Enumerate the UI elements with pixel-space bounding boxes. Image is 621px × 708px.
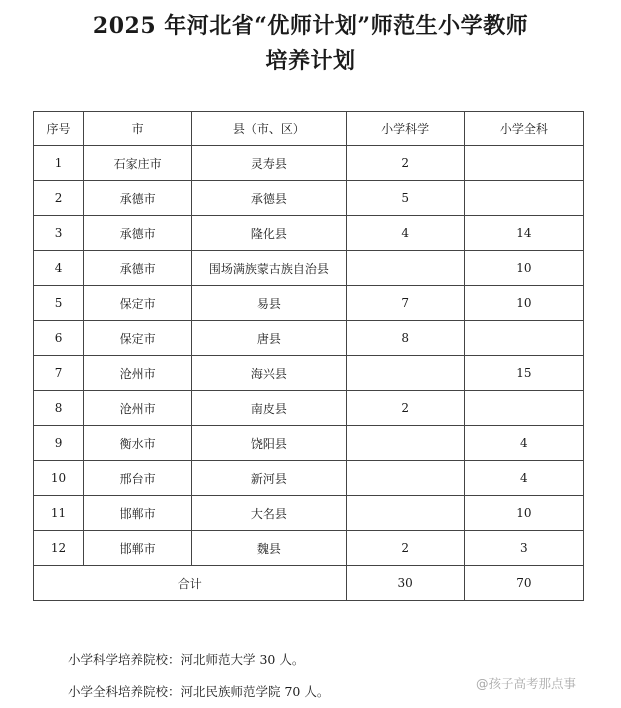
cell-county: 承德县 <box>192 181 346 216</box>
header-city: 市 <box>84 112 192 146</box>
header-science: 小学科学 <box>346 112 464 146</box>
cell-city: 承德市 <box>84 216 192 251</box>
cell-science <box>346 251 464 286</box>
note-general-school: 小学全科培养院校：河北民族师范学院 70 人。 <box>68 684 330 699</box>
cell-city: 沧州市 <box>84 391 192 426</box>
cell-science: 4 <box>346 216 464 251</box>
training-plan-table <box>33 111 584 601</box>
cell-general: 10 <box>464 286 583 321</box>
cell-general: 4 <box>464 461 583 496</box>
table-row <box>34 216 584 251</box>
cell-index: 4 <box>34 251 84 286</box>
cell-city: 保定市 <box>84 286 192 321</box>
cell-index: 10 <box>34 461 84 496</box>
cell-index: 11 <box>34 496 84 531</box>
cell-science <box>346 496 464 531</box>
table-row <box>34 531 584 566</box>
cell-index: 2 <box>34 181 84 216</box>
cell-city: 邯郸市 <box>84 496 192 531</box>
cell-county: 隆化县 <box>192 216 346 251</box>
header-general: 小学全科 <box>464 112 583 146</box>
table-row <box>34 146 584 181</box>
cell-index: 7 <box>34 356 84 391</box>
cell-city: 承德市 <box>84 251 192 286</box>
table-row <box>34 461 584 496</box>
cell-science <box>346 426 464 461</box>
cell-science: 2 <box>346 531 464 566</box>
cell-general: 15 <box>464 356 583 391</box>
table-row <box>34 181 584 216</box>
cell-city: 保定市 <box>84 321 192 356</box>
watermark: @孩子高考那点事 <box>476 676 577 691</box>
table-row <box>34 286 584 321</box>
cell-index: 12 <box>34 531 84 566</box>
cell-county: 海兴县 <box>192 356 346 391</box>
cell-county: 唐县 <box>192 321 346 356</box>
cell-general: 10 <box>464 496 583 531</box>
total-general: 70 <box>464 566 583 601</box>
cell-county: 饶阳县 <box>192 426 346 461</box>
cell-general: 10 <box>464 251 583 286</box>
cell-county: 灵寿县 <box>192 146 346 181</box>
cell-index: 9 <box>34 426 84 461</box>
cell-city: 邯郸市 <box>84 531 192 566</box>
cell-general <box>464 321 583 356</box>
table-row <box>34 356 584 391</box>
cell-city: 承德市 <box>84 181 192 216</box>
cell-general: 4 <box>464 426 583 461</box>
cell-science <box>346 461 464 496</box>
total-row <box>34 566 584 601</box>
cell-county: 南皮县 <box>192 391 346 426</box>
cell-index: 1 <box>34 146 84 181</box>
cell-city: 石家庄市 <box>84 146 192 181</box>
cell-general <box>464 181 583 216</box>
header-index: 序号 <box>34 112 84 146</box>
cell-city: 衡水市 <box>84 426 192 461</box>
cell-general: 14 <box>464 216 583 251</box>
note-science-school: 小学科学培养院校：河北师范大学 30 人。 <box>68 652 305 667</box>
table-row <box>34 496 584 531</box>
cell-science: 2 <box>346 391 464 426</box>
cell-science: 7 <box>346 286 464 321</box>
table-row <box>34 251 584 286</box>
page-title: 2025 年河北省“优师计划”师范生小学教师 <box>92 13 529 39</box>
cell-county: 魏县 <box>192 531 346 566</box>
cell-index: 5 <box>34 286 84 321</box>
cell-index: 6 <box>34 321 84 356</box>
cell-county: 新河县 <box>192 461 346 496</box>
table-header-row <box>34 112 584 146</box>
table-row <box>34 391 584 426</box>
cell-science: 8 <box>346 321 464 356</box>
cell-index: 8 <box>34 391 84 426</box>
page-title-line2: 培养计划 <box>265 48 356 74</box>
cell-general <box>464 146 583 181</box>
total-label: 合计 <box>34 566 347 601</box>
table-row <box>34 426 584 461</box>
cell-general <box>464 391 583 426</box>
cell-science <box>346 356 464 391</box>
cell-county: 大名县 <box>192 496 346 531</box>
cell-county: 围场满族蒙古族自治县 <box>192 251 346 286</box>
cell-county: 易县 <box>192 286 346 321</box>
table-row <box>34 321 584 356</box>
cell-city: 沧州市 <box>84 356 192 391</box>
header-county: 县（市、区） <box>192 112 346 146</box>
cell-science: 5 <box>346 181 464 216</box>
cell-city: 邢台市 <box>84 461 192 496</box>
total-science: 30 <box>346 566 464 601</box>
cell-general: 3 <box>464 531 583 566</box>
cell-science: 2 <box>346 146 464 181</box>
cell-index: 3 <box>34 216 84 251</box>
